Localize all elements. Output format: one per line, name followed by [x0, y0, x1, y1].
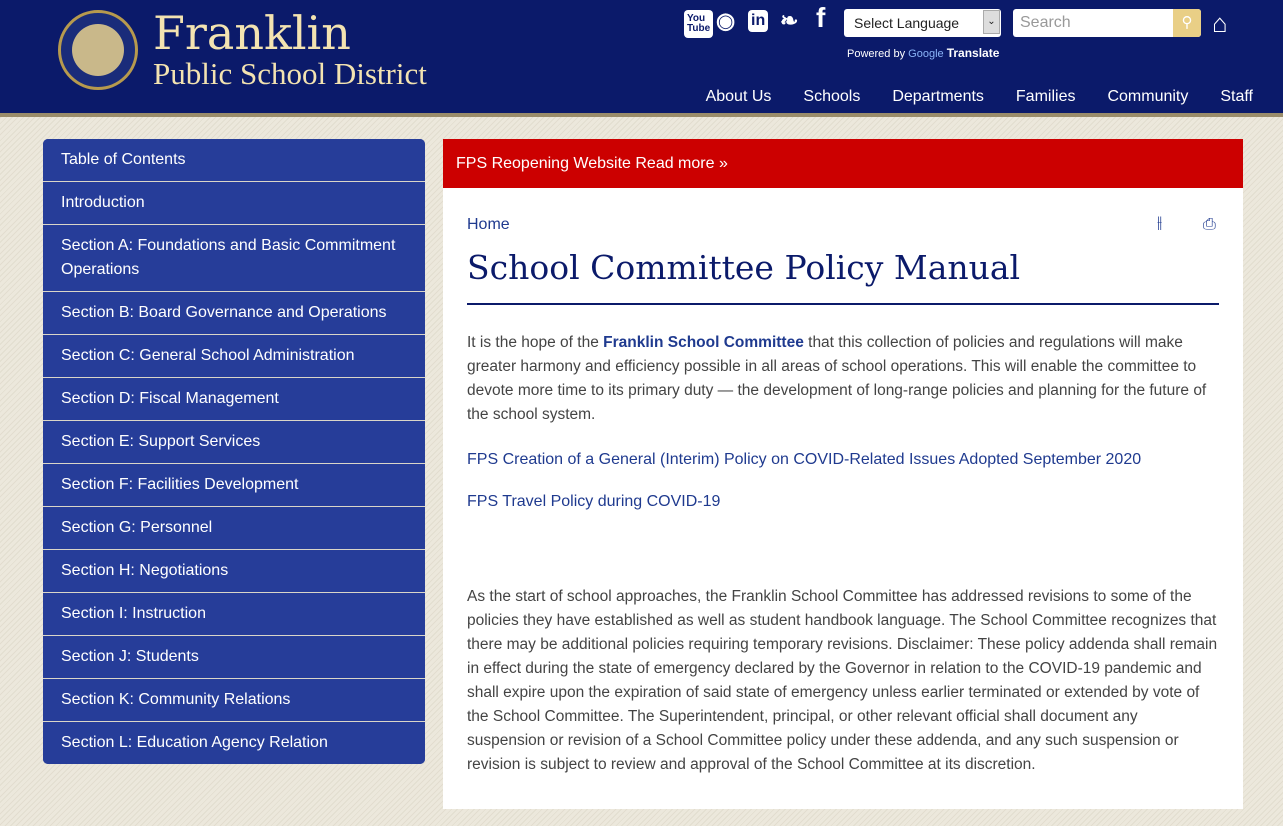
language-select-value: Select Language [854, 15, 960, 31]
powered-by-label: Powered by [847, 48, 906, 60]
intro-text: It is the hope of the [467, 334, 604, 351]
page-title: School Committee Policy Manual [467, 248, 1219, 305]
podcast-icon[interactable]: ◉ [716, 8, 736, 33]
translate-label: Translate [946, 46, 1000, 60]
youtube-icon[interactable]: You Tube [684, 10, 713, 38]
intro-text-rest: that this collection of policies and regulations will make greater harmony and efficiency possible in all areas of school operations. This will enable the committee to devote more time to its primary duty — the development of long-range policies and planning for the future of the school system. [467, 334, 1207, 423]
sidebar-item[interactable]: Section L: Education Agency Relation [43, 722, 425, 764]
nav-community[interactable]: Community [1107, 88, 1189, 105]
breadcrumb-home[interactable]: Home [467, 216, 510, 233]
nav-departments[interactable]: Departments [892, 88, 984, 105]
main-nav [706, 88, 1253, 106]
google-logo: Google [908, 48, 944, 60]
sidebar-item[interactable]: Table of Contents [43, 139, 425, 182]
site-header [0, 0, 1283, 117]
intro-paragraph [467, 331, 1219, 427]
alert-banner[interactable]: FPS Reopening Website Read more » [443, 139, 1243, 188]
nav-staff[interactable]: Staff [1220, 88, 1253, 105]
travel-policy-link[interactable]: FPS Travel Policy during COVID-19 [467, 493, 721, 510]
district-seal-logo[interactable] [58, 10, 138, 90]
sidebar-item[interactable]: Section H: Negotiations [43, 550, 425, 593]
twitter-icon[interactable]: ❧ [780, 8, 799, 33]
sidebar-item[interactable]: Section K: Community Relations [43, 679, 425, 722]
sidebar-item[interactable]: Section A: Foundations and Basic Commitment Operations [43, 225, 425, 292]
share-icon[interactable]: ⫲ [1157, 214, 1163, 231]
sidebar-item[interactable]: Introduction [43, 182, 425, 225]
facebook-icon[interactable]: f [816, 2, 826, 33]
search-icon[interactable]: ⚲ [1173, 9, 1201, 37]
site-subtitle[interactable]: Public School District [153, 56, 427, 91]
sidebar-item[interactable]: Section G: Personnel [43, 507, 425, 550]
chevron-down-icon: ⌄ [983, 10, 1000, 34]
sidebar-item[interactable]: Section I: Instruction [43, 593, 425, 636]
covid-policy-link[interactable]: FPS Creation of a General (Interim) Policy on COVID-Related Issues Adopted September 2020 [467, 451, 1142, 468]
main-content [443, 139, 1243, 809]
committee-name: Franklin School Committee [603, 334, 804, 351]
sidebar-item[interactable]: Section J: Students [43, 636, 425, 679]
nav-about-us[interactable]: About Us [705, 88, 772, 105]
sidebar-item[interactable]: Section C: General School Administration [43, 335, 425, 378]
disclaimer-paragraph: As the start of school approaches, the Franklin School Committee has addressed revisions to some of the policies they have established as well as student handbook language. The School Committee recognizes that there may be additional policies requiring temporary revisions. Disclaimer: These policy addenda shall remain in effect during the state of emergency declared by the Governor in relation to the COVID-19 pandemic and shall expire upon the expiration of said state of emergency unless earlier terminated or extended by vote of the School Committee. The Superintendent, principal, or other relevant official shall document any suspension or revision of a School Committee policy under these addenda, and any such suspension or revision is subject to review and approval of the School Committee at its discretion. [467, 588, 1218, 773]
print-icon[interactable]: ⎙ [1203, 216, 1216, 233]
sidebar-item[interactable]: Section D: Fiscal Management [43, 378, 425, 421]
linkedin-icon[interactable]: in [748, 10, 768, 32]
sidebar-item[interactable]: Section E: Support Services [43, 421, 425, 464]
powered-by-google-translate[interactable] [847, 46, 999, 60]
language-select[interactable] [844, 9, 1001, 37]
search-input[interactable] [1013, 9, 1201, 37]
home-icon[interactable]: ⌂ [1212, 8, 1228, 38]
site-title[interactable]: Franklin [153, 6, 351, 60]
nav-families[interactable]: Families [1015, 88, 1076, 105]
sidebar-item[interactable]: Section F: Facilities Development [43, 464, 425, 507]
search-placeholder: Search [1020, 14, 1071, 31]
sidebar-nav [43, 139, 425, 764]
sidebar-item[interactable]: Section B: Board Governance and Operations [43, 292, 425, 335]
nav-schools[interactable]: Schools [803, 88, 861, 105]
